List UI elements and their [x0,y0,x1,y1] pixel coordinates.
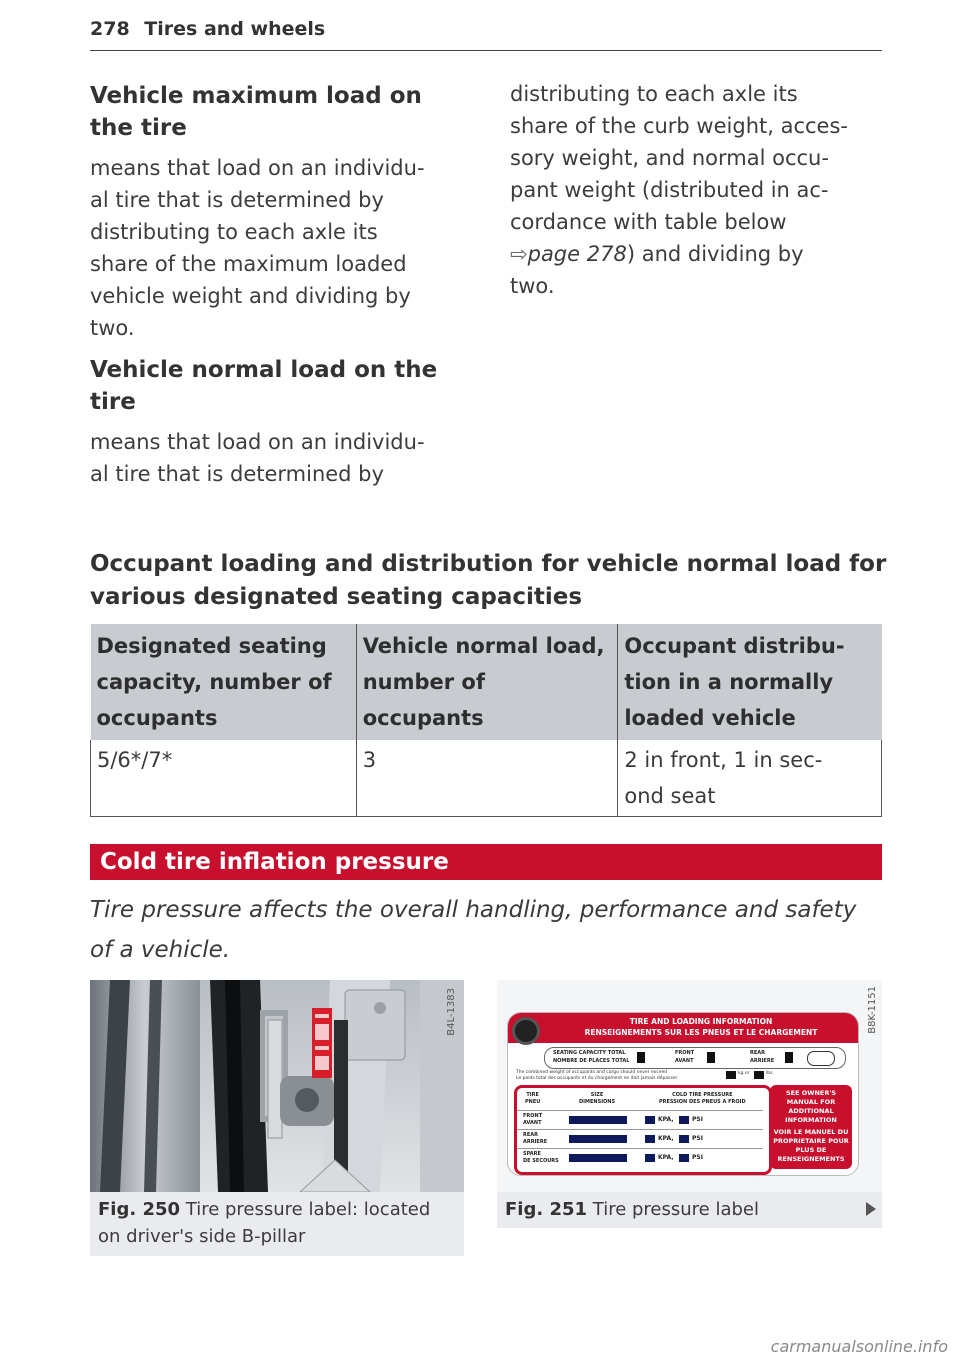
row-spare-label [523,1151,559,1165]
page-number: 278 [90,18,130,40]
redaction-box [645,1116,655,1124]
row-rear-fr: ARRIERE [523,1139,548,1145]
tire-icon [512,1017,540,1045]
title-line: various designated seating capacities [90,584,583,610]
figure-label: Fig. 251 [505,1199,588,1220]
text-line: al tire that is determined by [90,462,384,486]
caption-text: Tire pressure label: located [180,1199,431,1220]
arrow-right-icon: ⇨ [510,242,528,266]
divider [517,1129,763,1130]
col-pressure-en: COLD TIRE PRESSURE [672,1092,733,1098]
kpa-label: KPA, [658,1154,674,1161]
intro-text [90,890,890,970]
rear-label: REAR [750,1050,765,1056]
text-line: two. [510,274,555,298]
row-spare-en: SPARE [523,1151,541,1157]
seating-label-fr: NOMBRE DE PLACES TOTAL [553,1058,630,1064]
psi-label: PSI [692,1135,703,1142]
col-tire [525,1092,540,1106]
text-line: means that load on an individu- [90,156,425,180]
heading-normal-load [90,354,470,418]
redaction-box [679,1135,689,1143]
paragraph-max-load [90,152,470,344]
left-column [90,80,470,490]
placard-title [548,1016,854,1038]
text-line: vehicle weight and dividing by [90,284,411,308]
figure-250 [90,980,464,1256]
front-label-fr: AVANT [675,1058,694,1064]
side-text-fr: VOIR LE MANUEL DU PROPRIETAIRE POUR PLUS DE RENSEIGNEMENTS [773,1128,849,1163]
header-line: Designated seating [96,634,327,658]
divider [517,1110,763,1111]
text-line: sory weight, and normal occu- [510,146,829,170]
kg-label: kg or [738,1071,750,1076]
heading-line: Vehicle maximum load on [90,83,422,109]
pressure-table [514,1085,772,1175]
table-cell [618,740,882,817]
section-name: Tires and wheels [144,18,326,40]
text-line: two. [90,316,135,340]
col-tire-en: TIRE [526,1092,539,1098]
text-line: share of the maximum loaded [90,252,407,276]
text-line: distributing to each axle its [90,220,378,244]
header-line: Occupant distribu- [624,634,845,658]
kpa-label: KPA, [658,1116,674,1123]
rear-label-fr: ARRIERE [750,1058,775,1064]
tire-placard [507,1012,859,1176]
side-text-en: SEE OWNER'S MANUAL FOR ADDITIONAL INFORMATION [785,1089,837,1124]
combined-en: The combined weight of occupants and cargo should never exceed [516,1070,668,1075]
figure-caption [505,1196,875,1223]
table-cell [91,740,357,817]
owners-manual-box [770,1085,852,1169]
cell-line: 3 [362,748,377,772]
caption-text: Tire pressure label [587,1199,759,1220]
table-header-cell [91,624,357,740]
cell-line: 5/6*/7* [97,748,173,772]
paragraph-normal-load [90,426,470,490]
row-front-en: FRONT [523,1113,543,1119]
col-tire-fr: PNEU [525,1099,541,1105]
lbs-label: lbs. [766,1071,774,1076]
redaction-box [707,1052,715,1063]
placard-title-fr: RENSEIGNEMENTS SUR LES PNEUS ET LE CHARGEMENT [584,1028,818,1037]
text-line: pant weight (distributed in ac- [510,178,829,202]
psi-label: PSI [692,1154,703,1161]
placard-title-en: TIRE AND LOADING INFORMATION [629,1017,773,1026]
col-pressure-fr: PRESSION DES PNEUS A FROID [659,1099,746,1105]
header-line: capacity, number of [96,670,332,694]
redaction-box [726,1071,736,1079]
header-rule [90,50,882,51]
redaction-box [637,1052,645,1063]
table-header-row [91,624,882,740]
table-title [90,548,890,614]
figure-label: Fig. 250 [98,1199,181,1220]
heading-line: Vehicle normal load on the [90,357,438,383]
cell-line: ond seat [624,784,716,808]
combined-fr: Le poids total des occupants et du chargement ne doit jamais dépasser [516,1076,678,1081]
redaction-box [645,1135,655,1143]
col-size [579,1092,615,1106]
header-line: Vehicle normal load, [362,634,605,658]
figure-id: B8K-1151 [867,986,878,1034]
figure-251 [497,980,882,1228]
seat-icon [807,1051,835,1066]
page-reference-line [510,238,890,270]
caption-text: on driver's side B-pillar [98,1226,306,1247]
text-line: cordance with table below [510,210,787,234]
text-line: means that load on an individu- [90,430,425,454]
psi-label: PSI [692,1116,703,1123]
redaction-box [679,1116,689,1124]
header-line: occupants [96,706,218,730]
page-reference-link[interactable]: page 278 [527,242,627,266]
text-line: distributing to each axle its [510,82,798,106]
table-header-cell [356,624,618,740]
table-row [91,740,882,817]
divider [517,1148,763,1149]
row-rear-label [523,1132,547,1146]
text-line: Tire pressure affects the overall handling, performance and safety [90,897,857,923]
heading-line: tire [90,389,136,415]
row-front-label [523,1113,542,1127]
front-label: FRONT [675,1050,695,1056]
header-line: number of occupants [362,670,485,730]
col-pressure [659,1092,746,1106]
table-header-cell [618,624,882,740]
heading-max-load [90,80,470,144]
row-rear-en: REAR [523,1132,538,1138]
cell-line: 2 in front, 1 in sec- [624,748,823,772]
continue-arrow-icon [866,1202,876,1216]
redaction-box [569,1135,627,1143]
header-line: tion in a normally [624,670,834,694]
kpa-label: KPA, [658,1135,674,1142]
col-size-en: SIZE [590,1092,604,1098]
occupant-loading-table [90,624,882,817]
right-column [510,78,890,302]
text-line: share of the curb weight, acces- [510,114,848,138]
redaction-box [569,1116,627,1124]
figure-id: B4L-1383 [446,988,457,1036]
redaction-box [754,1071,764,1079]
text-fragment: ) and dividing by [626,242,804,266]
redaction-box [785,1052,793,1063]
redaction-box [645,1154,655,1162]
row-front-fr: AVANT [523,1120,542,1126]
table-cell [356,740,618,817]
col-size-fr: DIMENSIONS [579,1099,616,1105]
footer-watermark: carmanualsonline.info [770,1337,948,1356]
redaction-box [679,1154,689,1162]
seating-capacity-row [544,1047,846,1069]
combined-weight-note [516,1070,677,1082]
section-heading-band: Cold tire inflation pressure [90,844,882,880]
text-line: of a vehicle. [90,937,231,963]
text-line: al tire that is determined by [90,188,384,212]
title-line: Occupant loading and distribution for vehicle normal load for [90,551,887,577]
header-line: loaded vehicle [624,706,796,730]
redaction-box [569,1154,627,1162]
page-header [90,18,325,40]
heading-line: the tire [90,115,187,141]
row-spare-fr: DE SECOURS [523,1158,559,1164]
seating-label: SEATING CAPACITY TOTAL [553,1050,626,1056]
figure-caption [98,1196,460,1250]
b-pillar-photo [90,980,464,1192]
